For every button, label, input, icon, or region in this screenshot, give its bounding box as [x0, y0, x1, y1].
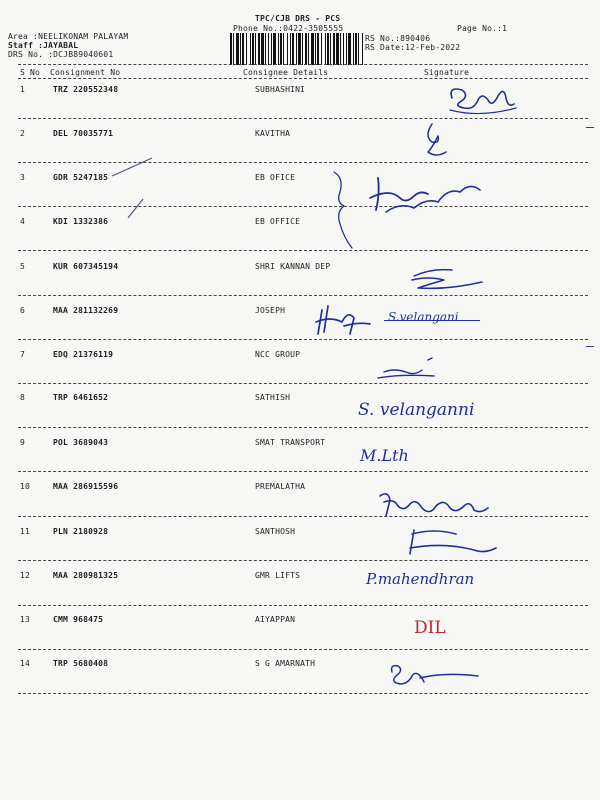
barcode — [229, 33, 365, 65]
row-consignment: CMM 968475 — [53, 615, 104, 624]
row-consignment: GDR 5247185 — [53, 173, 109, 182]
barcode-bar — [325, 33, 326, 65]
barcode-bar — [273, 33, 276, 65]
signature-row-10 — [374, 486, 494, 522]
row-consignment: MAA 281132269 — [53, 306, 119, 315]
row-sno: 12 — [20, 571, 31, 580]
row-consignee: SUBHASHINI — [255, 85, 306, 94]
col-header-signature: Signature — [424, 68, 470, 77]
row-consignee: JOSEPH — [255, 306, 286, 315]
barcode-bar — [255, 33, 256, 65]
row-divider — [18, 693, 588, 694]
barcode-bar — [292, 33, 294, 65]
row-divider — [18, 427, 588, 428]
row-consignee: AIYAPPAN — [255, 615, 296, 624]
row-consignment: TRP 6461652 — [53, 393, 109, 402]
barcode-bar — [252, 33, 254, 65]
barcode-bar — [296, 33, 297, 65]
row-consignee: GMR LIFTS — [255, 571, 301, 580]
handwritten-name-row-12: P.mahendhran — [366, 570, 475, 588]
col-header-sno: S No — [20, 68, 41, 77]
row-consignment: DEL 70035771 — [53, 129, 114, 138]
barcode-bar — [287, 33, 288, 65]
barcode-bar — [283, 33, 284, 65]
row-consignee: EB OFICE — [255, 173, 296, 182]
row-sno: 10 — [20, 482, 31, 491]
row-consignment: MAA 280981325 — [53, 571, 119, 580]
signature-rows-3-4 — [330, 168, 490, 252]
row-sno: 14 — [20, 659, 31, 668]
row-consignee: S G AMARNATH — [255, 659, 316, 668]
row-sno: 4 — [20, 217, 26, 226]
barcode-bar — [240, 33, 241, 65]
barcode-bar — [242, 33, 244, 65]
row-consignee: SATHISH — [255, 393, 291, 402]
barcode-bar — [311, 33, 314, 65]
handwritten-name-row-9: M.Lth — [360, 446, 409, 465]
row-consignee: NCC GROUP — [255, 350, 301, 359]
handwritten-name-row-6-struck: S.velangani — [388, 310, 459, 324]
row-consignee: SMAT TRANSPORT — [255, 438, 326, 447]
row-consignment: TRZ 220552348 — [53, 85, 119, 94]
row-divider — [18, 560, 588, 561]
barcode-bar — [327, 33, 329, 65]
check-mark-row-4 — [126, 196, 146, 220]
signature-row-14 — [384, 660, 484, 690]
row-sno: 6 — [20, 306, 26, 315]
barcode-bar — [233, 33, 234, 65]
barcode-bar — [348, 33, 351, 65]
barcode-bar — [333, 33, 335, 65]
row-divider — [18, 471, 588, 472]
row-sno: 9 — [20, 438, 26, 447]
barcode-bar — [308, 33, 309, 65]
col-header-consignee: Consignee Details — [243, 68, 329, 77]
handwritten-name-row-13: DIL — [414, 618, 446, 638]
row-divider — [18, 162, 588, 163]
row-divider — [18, 339, 588, 340]
rs-number: RS No.:890406 — [365, 34, 431, 43]
row-divider — [18, 383, 588, 384]
row-divider — [18, 250, 588, 251]
barcode-bar — [355, 33, 357, 65]
row-divider — [18, 206, 588, 207]
barcode-bar — [278, 33, 279, 65]
row-sno: 11 — [20, 527, 31, 536]
row-consignee: SANTHOSH — [255, 527, 296, 536]
barcode-bar — [358, 33, 359, 65]
header-divider-top — [18, 64, 588, 65]
barcode-bar — [340, 33, 341, 65]
row-sno: 7 — [20, 350, 26, 359]
barcode-bar — [298, 33, 301, 65]
row-consignee: EB OFFICE — [255, 217, 301, 226]
barcode-bar — [343, 33, 344, 65]
row-consignment: POL 3689043 — [53, 438, 109, 447]
signature-row-5 — [408, 262, 488, 294]
row-consignment: PLN 2180928 — [53, 527, 109, 536]
strike-line — [384, 320, 480, 321]
row-consignee: PREMALATHA — [255, 482, 306, 491]
row-consignment: EDQ 21376119 — [53, 350, 114, 359]
barcode-bar — [271, 33, 272, 65]
barcode-bar — [246, 33, 247, 65]
row-sno: 1 — [20, 85, 26, 94]
barcode-bar — [250, 33, 251, 65]
drs-number: DRS No. :DCJB89040601 — [8, 50, 114, 59]
signature-row-6 — [312, 300, 382, 340]
signature-row-11 — [404, 524, 500, 562]
barcode-bar — [265, 33, 266, 65]
row-sno: 2 — [20, 129, 26, 138]
handwritten-name-row-8: S. velanganni — [358, 400, 475, 420]
barcode-bar — [317, 33, 319, 65]
margin-mark — [586, 127, 594, 128]
barcode-bar — [236, 33, 239, 65]
staff-label: Staff :JAYABAL — [8, 41, 79, 50]
barcode-bar — [315, 33, 316, 65]
row-divider — [18, 295, 588, 296]
barcode-bar — [330, 33, 331, 65]
row-consignee: SHRI KANNAN DEP — [255, 262, 331, 271]
signature-row-7 — [370, 348, 450, 382]
row-consignment: KUR 607345194 — [53, 262, 119, 271]
barcode-bar — [261, 33, 264, 65]
barcode-bar — [230, 33, 232, 65]
row-divider — [18, 605, 588, 606]
sheet-title: TPC/CJB DRS - PCS — [255, 14, 341, 23]
barcode-bar — [302, 33, 303, 65]
row-sno: 3 — [20, 173, 26, 182]
row-consignment: MAA 286915596 — [53, 482, 119, 491]
row-consignee: KAVITHA — [255, 129, 291, 138]
signature-row-2 — [418, 118, 458, 160]
barcode-bar — [336, 33, 339, 65]
barcode-bar — [290, 33, 291, 65]
row-sno: 5 — [20, 262, 26, 271]
margin-mark — [586, 346, 594, 347]
barcode-bar — [346, 33, 347, 65]
row-consignment: TRP 5680408 — [53, 659, 109, 668]
barcode-bar — [268, 33, 269, 65]
barcode-bar — [362, 33, 363, 65]
col-header-consignment: Consignment No — [50, 68, 121, 77]
row-divider — [18, 516, 588, 517]
row-divider — [18, 649, 588, 650]
barcode-bar — [353, 33, 354, 65]
rs-date: RS Date:12-Feb-2022 — [365, 43, 461, 52]
barcode-bar — [321, 33, 322, 65]
row-sno: 8 — [20, 393, 26, 402]
phone-number: Phone No.:0422-3505555 — [233, 24, 344, 33]
check-mark-row-3 — [110, 156, 155, 186]
barcode-bar — [280, 33, 282, 65]
row-consignment: KDI 1332386 — [53, 217, 109, 226]
row-sno: 13 — [20, 615, 31, 624]
area-label: Area :NEELIKONAM PALAYAM — [8, 32, 129, 41]
barcode-bar — [258, 33, 260, 65]
page-number: Page No.:1 — [457, 24, 508, 33]
barcode-bar — [305, 33, 307, 65]
